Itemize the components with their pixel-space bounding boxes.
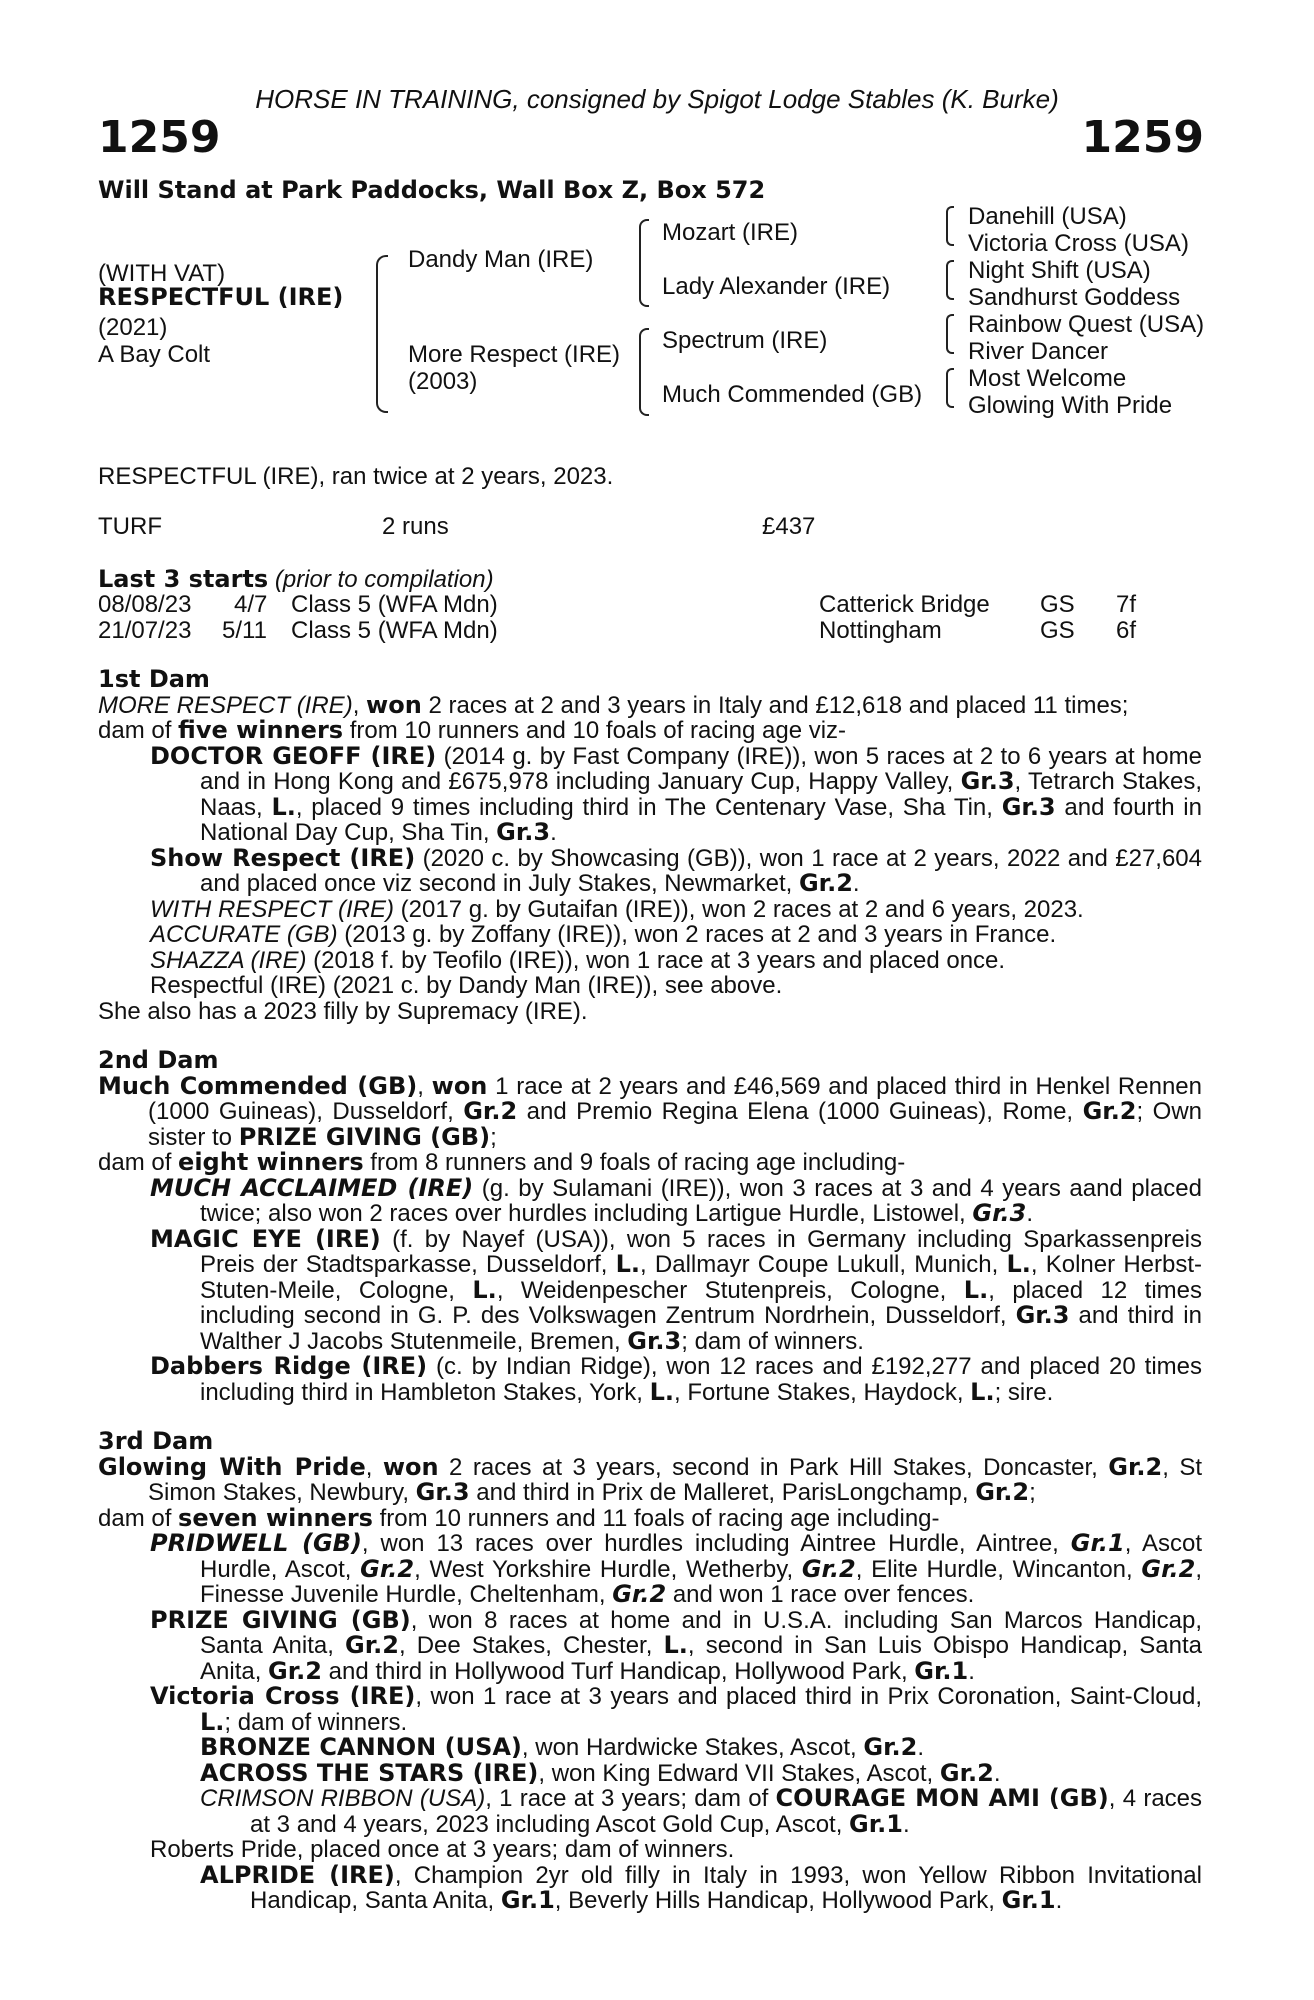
ddd: Glowing With Pride — [968, 392, 1173, 419]
second-dam-section — [98, 1048, 1202, 1405]
start-race: Class 5 (WFA Mdn) — [291, 617, 498, 644]
produce-entry: ALPRIDE (IRE), Champion 2yr old filly in Italy in 1993, won Yellow Ribbon Invitational Handicap, Santa Anita, Gr.1, Beverly Hills Handicap, Hollywood Park, Gr.1. — [200, 1860, 1202, 1914]
second-dam-heading: 2nd Dam — [98, 1046, 219, 1074]
start-position: 4/7 — [234, 591, 268, 618]
first-dam-note: She also has a 2023 filly by Supremacy (IRE). — [98, 997, 588, 1025]
second-dam-produce-intro: dam of eight winners from 8 runners and 9 foals of racing age including- — [98, 1148, 906, 1176]
sire: Dandy Man (IRE) — [408, 246, 594, 273]
dss: Rainbow Quest (USA) — [968, 311, 1205, 338]
sire-dam: Lady Alexander (IRE) — [662, 273, 891, 300]
sds: Night Shift (USA) — [968, 257, 1151, 284]
start-going: GS — [1040, 591, 1075, 618]
bracket-sire-line — [639, 219, 649, 307]
produce-entry: SHAZZA (IRE) (2018 f. by Teofilo (IRE)), won 1 race at 3 years and placed once. — [150, 946, 1006, 974]
consignor-header: HORSE IN TRAINING, consigned by Spigot Lodge Stables (K. Burke) — [255, 84, 1059, 114]
produce-entry: BRONZE CANNON (USA), won Hardwicke Stakes, Ascot, Gr.2. — [200, 1733, 924, 1761]
turf-earnings: £437 — [762, 513, 816, 540]
race-summary: RESPECTFUL (IRE), ran twice at 2 years, 2023. — [98, 463, 614, 490]
produce-entry: ACROSS THE STARS (IRE), won King Edward VII Stakes, Ascot, Gr.2. — [200, 1758, 1001, 1787]
produce-entry: PRIDWELL (GB), won 13 races over hurdles including Aintree Hurdle, Aintree, Gr.1, Ascot Hurdle, Ascot, Gr.2, West Yorkshire Hurdle, Wetherby, Gr.2, Elite Hurdle, Wincanton, Gr.2, Finesse Juvenile Hurdle, Cheltenham, Gr.2 and won 1 race over fences. — [150, 1529, 1203, 1608]
first-dam-record: MORE RESPECT (IRE), won 2 races at 2 and 3 years in Italy and £12,618 and placed 11 times; — [98, 690, 1129, 719]
start-distance: 6f — [1116, 617, 1137, 644]
third-dam-section — [98, 1429, 1202, 1914]
produce-entry: CRIMSON RIBBON (USA), 1 race at 3 years; dam of COURAGE MON AMI (GB), 4 races at 3 and 4 years, 2023 including Ascot Gold Cup, Ascot, Gr.1. — [200, 1784, 1203, 1838]
horse-name: RESPECTFUL (IRE) — [98, 283, 344, 311]
grand-produce — [150, 1860, 1202, 1914]
produce-entry: Roberts Pride, placed once at 3 years; dam of winners. — [150, 1836, 735, 1863]
produce-entry: Victoria Cross (IRE), won 1 race at 3 years and placed third in Prix Coronation, Saint-Cloud, L.; dam of winners. — [150, 1682, 1202, 1736]
bracket-g3-4 — [946, 368, 954, 408]
produce-entry: MUCH ACCLAIMED (IRE) (g. by Sulamani (IRE)), won 3 races at 3 and 4 years aand placed twice; also won 2 races over hurdles including Lartigue Hurdle, Listowel, Gr.3. — [150, 1173, 1202, 1227]
third-dam-record: Glowing With Pride, won 2 races at 3 years, second in Park Hill Stakes, Doncaster, Gr.2, St Simon Stakes, Newbury, Gr.3 and third in Prix de Malleret, ParisLongchamp, Gr.2; — [98, 1452, 1203, 1506]
produce-entry: Dabbers Ridge (IRE) (c. by Indian Ridge), won 12 races and £192,277 and placed 20 times including third in Hambleton Stakes, York, L., Fortune Stakes, Haydock, L.; sire. — [150, 1352, 1202, 1406]
bracket-generation-1 — [376, 255, 388, 413]
dam-dam: Much Commended (GB) — [662, 381, 923, 408]
horse-description: A Bay Colt — [98, 341, 211, 368]
third-dam-produce-intro: dam of seven winners from 10 runners and 11 foals of racing age including- — [98, 1503, 940, 1532]
lot-number-left: 1259 — [98, 112, 221, 163]
dam-sire: Spectrum (IRE) — [662, 327, 828, 354]
produce-entry: Respectful (IRE) (2021 c. by Dandy Man (IRE)), see above. — [150, 972, 783, 999]
bracket-dam-line — [639, 328, 649, 416]
third-dam-heading: 3rd Dam — [98, 1427, 214, 1455]
start-course: Nottingham — [819, 617, 942, 644]
ssd: Victoria Cross (USA) — [968, 230, 1189, 257]
start-date: 08/08/23 — [98, 591, 192, 618]
sdd: Sandhurst Goddess — [968, 284, 1181, 311]
first-dam-produce-intro: dam of five winners from 10 runners and 10 foals of racing age viz- — [98, 716, 847, 744]
sss: Danehill (USA) — [968, 203, 1127, 230]
bracket-g3-2 — [946, 260, 954, 300]
turf-runs: 2 runs — [382, 513, 449, 540]
turf-label: TURF — [98, 513, 162, 540]
horse-year: (2021) — [98, 314, 168, 341]
start-course: Catterick Bridge — [819, 591, 990, 618]
produce-entry: DOCTOR GEOFF (IRE) (2014 g. by Fast Company (IRE)), won 5 races at 2 to 6 years at home and in Hong Kong and £675,978 including January Cup, Happy Valley, Gr.3, Tetrarch Stakes, Naas, L., placed 9 times including third in The Centenary Vase, Sha Tin, Gr.3 and fourth in National Day Cup, Sha Tin, Gr.3. — [150, 741, 1202, 846]
first-dam-heading: 1st Dam — [98, 665, 210, 693]
stand-location: Will Stand at Park Paddocks, Wall Box Z, Box 572 — [98, 176, 766, 204]
first-dam-section — [98, 667, 1202, 1024]
sire-sire: Mozart (IRE) — [662, 219, 799, 246]
grand-produce — [150, 1735, 1202, 1837]
start-position: 5/11 — [222, 617, 267, 644]
produce-entry: Show Respect (IRE) (2020 c. by Showcasing (GB)), won 1 race at 2 years, 2022 and £27,604 and placed once viz second in July Stakes, Newmarket, Gr.2. — [150, 843, 1202, 897]
bracket-g3-1 — [946, 206, 954, 246]
produce-entry: PRIZE GIVING (GB), won 8 races at home and in U.S.A. including San Marcos Handicap, Santa Anita, Gr.2, Dee Stakes, Chester, L., second in San Luis Obispo Handicap, Santa Anita, Gr.2 and third in Hollywood Turf Handicap, Hollywood Park, Gr.1. — [150, 1605, 1203, 1685]
lot-number-right: 1259 — [1081, 112, 1204, 163]
bracket-g3-3 — [946, 314, 954, 354]
dam-year: (2003) — [408, 368, 478, 395]
produce-entry: ACCURATE (GB) (2013 g. by Zoffany (IRE)), won 2 races at 2 and 3 years in France. — [150, 921, 1057, 948]
start-date: 21/07/23 — [98, 617, 192, 644]
vat-note: (WITH VAT) — [98, 260, 226, 287]
first-dam-produce — [98, 741, 1202, 999]
produce-entry: WITH RESPECT (IRE) (2017 g. by Gutaifan (IRE)), won 2 races at 2 and 6 years, 2023. — [150, 895, 1084, 923]
dds: Most Welcome — [968, 365, 1127, 392]
produce-entry: MAGIC EYE (IRE) (f. by Nayef (USA)), won 5 races in Germany including Sparkassenpreis Preis der Stadtsparkasse, Dusseldorf, L., Dallmayr Coupe Lukull, Munich, L., Kolner Herbst-Stuten-Meile, Cologne, L., Weidenpescher Stutenpreis, Cologne, L., placed 12 times including second in G. P. des Volkswagen Zentrum Nordrhein, Dusseldorf, Gr.3 and third in Walther J Jacobs Stutenmeile, Bremen, Gr.3; dam of winners. — [150, 1224, 1203, 1355]
second-dam-produce — [98, 1173, 1203, 1406]
dam: More Respect (IRE) — [408, 341, 621, 368]
start-race: Class 5 (WFA Mdn) — [291, 591, 498, 618]
third-dam-produce — [98, 1531, 1202, 1914]
last-starts-heading: Last 3 starts (prior to compilation) — [98, 565, 494, 593]
start-distance: 7f — [1116, 591, 1137, 618]
dsd: River Dancer — [968, 338, 1109, 365]
second-dam-record: Much Commended (GB), won 1 race at 2 years and £46,569 and placed third in Henkel Rennen (1000 Guineas), Dusseldorf, Gr.2 and Premio Regina Elena (1000 Guineas), Rome, Gr.2; Own sister to PRIZE GIVING (GB); — [98, 1071, 1203, 1151]
start-going: GS — [1040, 617, 1075, 644]
